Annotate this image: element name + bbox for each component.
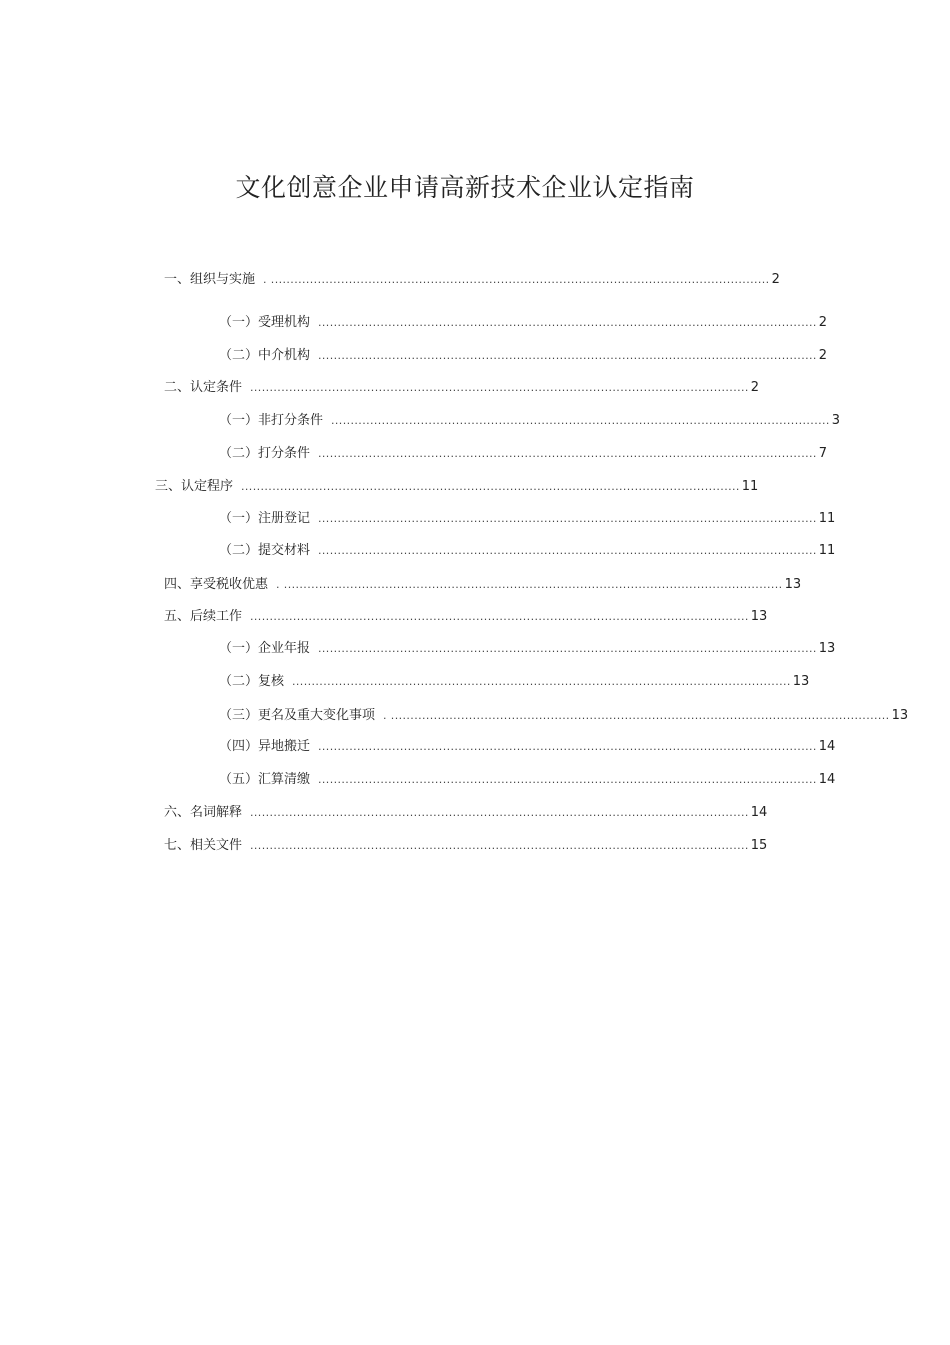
toc-entry-label: 四、享受税收优惠	[164, 577, 269, 592]
toc-entry[interactable]	[164, 607, 768, 627]
toc-entry-label: 五、后续工作	[164, 609, 243, 624]
toc-entry-label: （一）受理机构	[219, 315, 311, 330]
toc-leader-dots: ................................................................................................................................	[250, 839, 749, 852]
toc-leader-dots: . ................................................................................................................................	[263, 273, 770, 286]
toc-leader-dots: ................................................................................................................................	[318, 544, 817, 557]
toc-leader-dots: ................................................................................................................................	[331, 414, 830, 427]
toc-entry-page: 2	[818, 315, 828, 330]
toc-entry-label: （二）打分条件	[219, 446, 311, 461]
toc-entry[interactable]	[219, 509, 836, 529]
toc-leader-dots: ................................................................................................................................	[241, 480, 740, 493]
toc-entry-page: 13	[750, 609, 768, 624]
toc-entry-label: （二）复核	[219, 674, 285, 689]
toc-leader-dots: ................................................................................................................................	[318, 447, 817, 460]
toc-entry-page: 13	[784, 577, 802, 592]
toc-entry-page: 15	[750, 838, 768, 853]
toc-entry[interactable]	[219, 313, 828, 333]
toc-entry-label: （二）中介机构	[219, 348, 311, 363]
toc-entry-page: 11	[741, 479, 759, 494]
toc-entry-label: 六、名词解释	[164, 805, 243, 820]
toc-entry-page: 7	[818, 446, 828, 461]
toc-entry[interactable]	[164, 575, 802, 595]
toc-leader-dots: ................................................................................................................................	[292, 675, 791, 688]
toc-entry-label: （一）企业年报	[219, 641, 311, 656]
toc-leader-dots: . ................................................................................................................................	[383, 709, 890, 722]
toc-entry[interactable]	[219, 444, 828, 464]
toc-entry-page: 14	[818, 739, 836, 754]
toc-entry[interactable]	[164, 378, 760, 398]
document-title: 文化创意企业申请高新技术企业认定指南	[235, 173, 695, 202]
toc-entry-label: 一、组织与实施	[164, 272, 256, 287]
toc-entry[interactable]	[219, 346, 828, 366]
toc-entry[interactable]	[219, 737, 836, 757]
toc-entry[interactable]	[164, 836, 768, 856]
toc-entry-page: 11	[818, 511, 836, 526]
toc-entry[interactable]	[219, 770, 836, 790]
toc-leader-dots: ................................................................................................................................	[318, 773, 817, 786]
toc-leader-dots: ................................................................................................................................	[250, 610, 749, 623]
toc-entry-page: 2	[818, 348, 828, 363]
toc-entry[interactable]	[219, 706, 909, 726]
toc-entry-label: （一）注册登记	[219, 511, 311, 526]
toc-entry-page: 14	[818, 772, 836, 787]
toc-entry[interactable]	[164, 270, 780, 290]
toc-entry[interactable]	[164, 803, 768, 823]
toc-entry-label: 三、认定程序	[155, 479, 234, 494]
toc-entry-page: 13	[818, 641, 836, 656]
toc-leader-dots: ................................................................................................................................	[318, 512, 817, 525]
toc-leader-dots: ................................................................................................................................	[318, 740, 817, 753]
toc-leader-dots: ................................................................................................................................	[318, 349, 817, 362]
toc-entry-label: （四）异地搬迁	[219, 739, 311, 754]
toc-entry-label: （二）提交材料	[219, 543, 311, 558]
toc-entry-page: 14	[750, 805, 768, 820]
toc-leader-dots: . ................................................................................................................................	[276, 578, 783, 591]
toc-entry-page: 2	[750, 380, 760, 395]
toc-entry-page: 13	[891, 708, 909, 723]
toc-entry-label: （一）非打分条件	[219, 413, 324, 428]
toc-entry-label: （三）更名及重大变化事项	[219, 708, 376, 723]
toc-entry[interactable]	[219, 639, 836, 659]
toc-entry-label: （五）汇算清缴	[219, 772, 311, 787]
toc-entry-label: 七、相关文件	[164, 838, 243, 853]
toc-leader-dots: ................................................................................................................................	[318, 316, 817, 329]
toc-entry[interactable]	[219, 672, 810, 692]
toc-entry[interactable]	[219, 541, 836, 561]
toc-entry[interactable]	[219, 411, 841, 431]
toc-leader-dots: ................................................................................................................................	[250, 381, 749, 394]
toc-entry-label: 二、认定条件	[164, 380, 243, 395]
toc-entry-page: 11	[818, 543, 836, 558]
toc-entry-page: 3	[831, 413, 841, 428]
toc-entry[interactable]	[155, 477, 759, 497]
toc-entry-page: 2	[771, 272, 780, 287]
toc-leader-dots: ................................................................................................................................	[250, 806, 749, 819]
toc-leader-dots: ................................................................................................................................	[318, 642, 817, 655]
toc-entry-page: 13	[792, 674, 810, 689]
